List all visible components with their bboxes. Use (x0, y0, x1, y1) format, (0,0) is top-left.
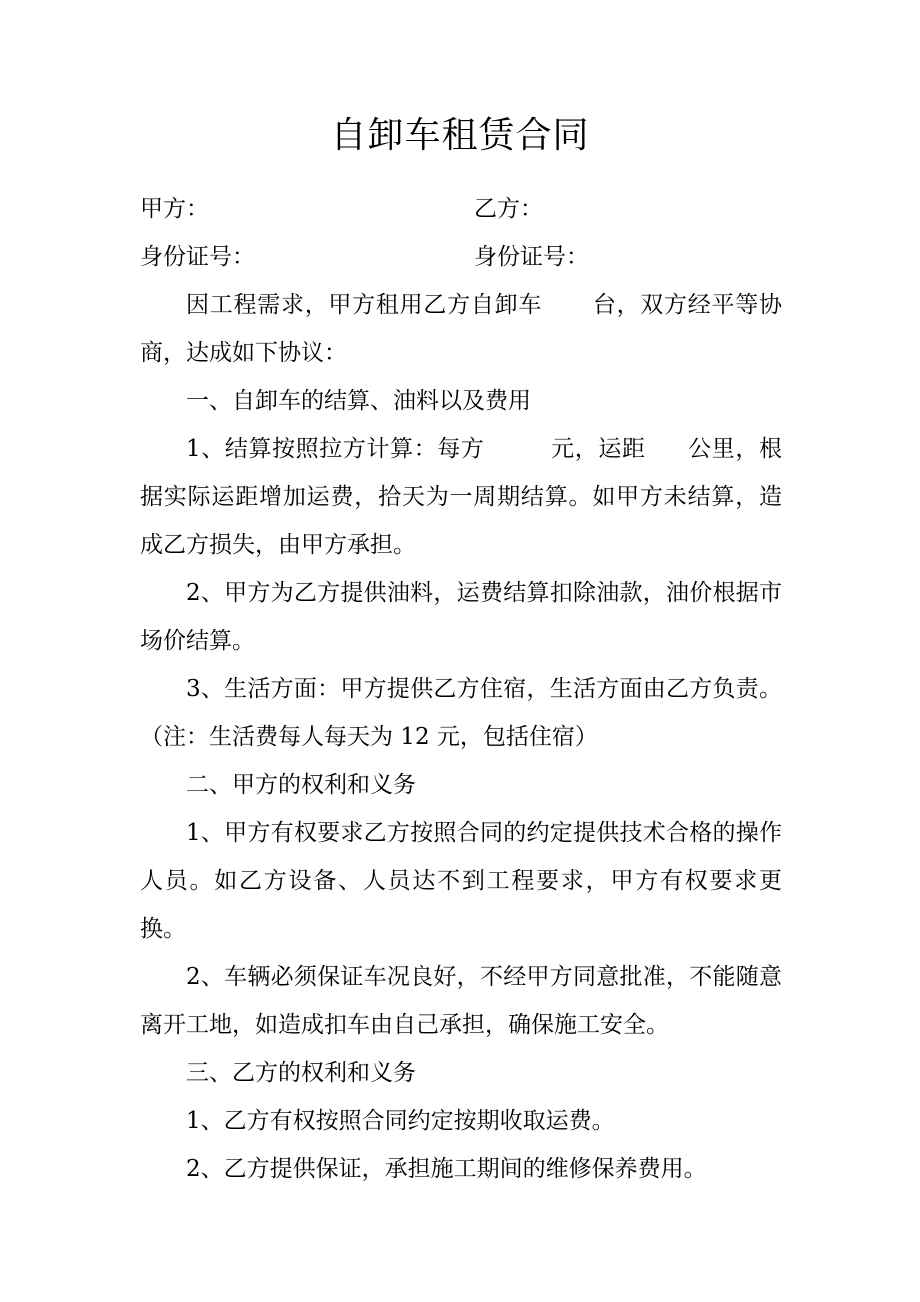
section-2-item-1: 1、甲方有权要求乙方按照合同的约定提供技术合格的操作人员。如乙方设备、人员达不到工程要求，甲方有权要求更换。 (140, 820, 782, 942)
section-2-item-2: 2、车辆必须保证车况良好，不经甲方同意批准，不能随意离开工地，如造成扣车由自己承担，确保施工安全。 (140, 964, 782, 1038)
item-1-text-2: 元，运距 (550, 436, 646, 462)
section-1-heading: 一、自卸车的结算、油料以及费用 (186, 388, 531, 414)
section-3-heading: 三、乙方的权利和义务 (186, 1060, 416, 1086)
party-b-label: 乙方： (474, 196, 543, 222)
section-1-item-2: 2、甲方为乙方提供油料，运费结算扣除油款，油价根据市场价结算。 (140, 580, 782, 654)
party-b-id-label: 身份证号： (474, 244, 589, 270)
intro-text-2: 台，双方经平等协商，达成如下协议： (140, 292, 783, 366)
item-1-text-1: 1、结算按照拉方计算：每方 (186, 436, 485, 462)
section-2-heading: 二、甲方的权利和义务 (186, 772, 416, 798)
section-3-item-1: 1、乙方有权按照合同约定按期收取运费。 (186, 1108, 615, 1134)
contract-title: 自卸车租赁合同 (330, 115, 590, 156)
contract-body (140, 185, 782, 1193)
section-3-item-2: 2、乙方提供保证，承担施工期间的维修保养费用。 (186, 1156, 707, 1182)
intro-paragraph (140, 281, 782, 377)
intro-text-1: 因工程需求，甲方租用乙方自卸车 (186, 292, 543, 318)
party-id-row (140, 233, 782, 281)
section-1-item-1 (140, 425, 782, 569)
party-a-label: 甲方： (140, 196, 209, 222)
section-1-item-3: 3、生活方面：甲方提供乙方住宿，生活方面由乙方负责。（注：生活费每人每天为 12 元，包括住宿） (140, 676, 782, 750)
party-names-row (140, 185, 782, 233)
party-a-id-label: 身份证号： (140, 244, 255, 270)
item-1-text-3: 公里，根据实际运距增加运费，拾天为一周期结算。如甲方未结算，造成乙方损失，由甲方承担。 (140, 436, 783, 558)
